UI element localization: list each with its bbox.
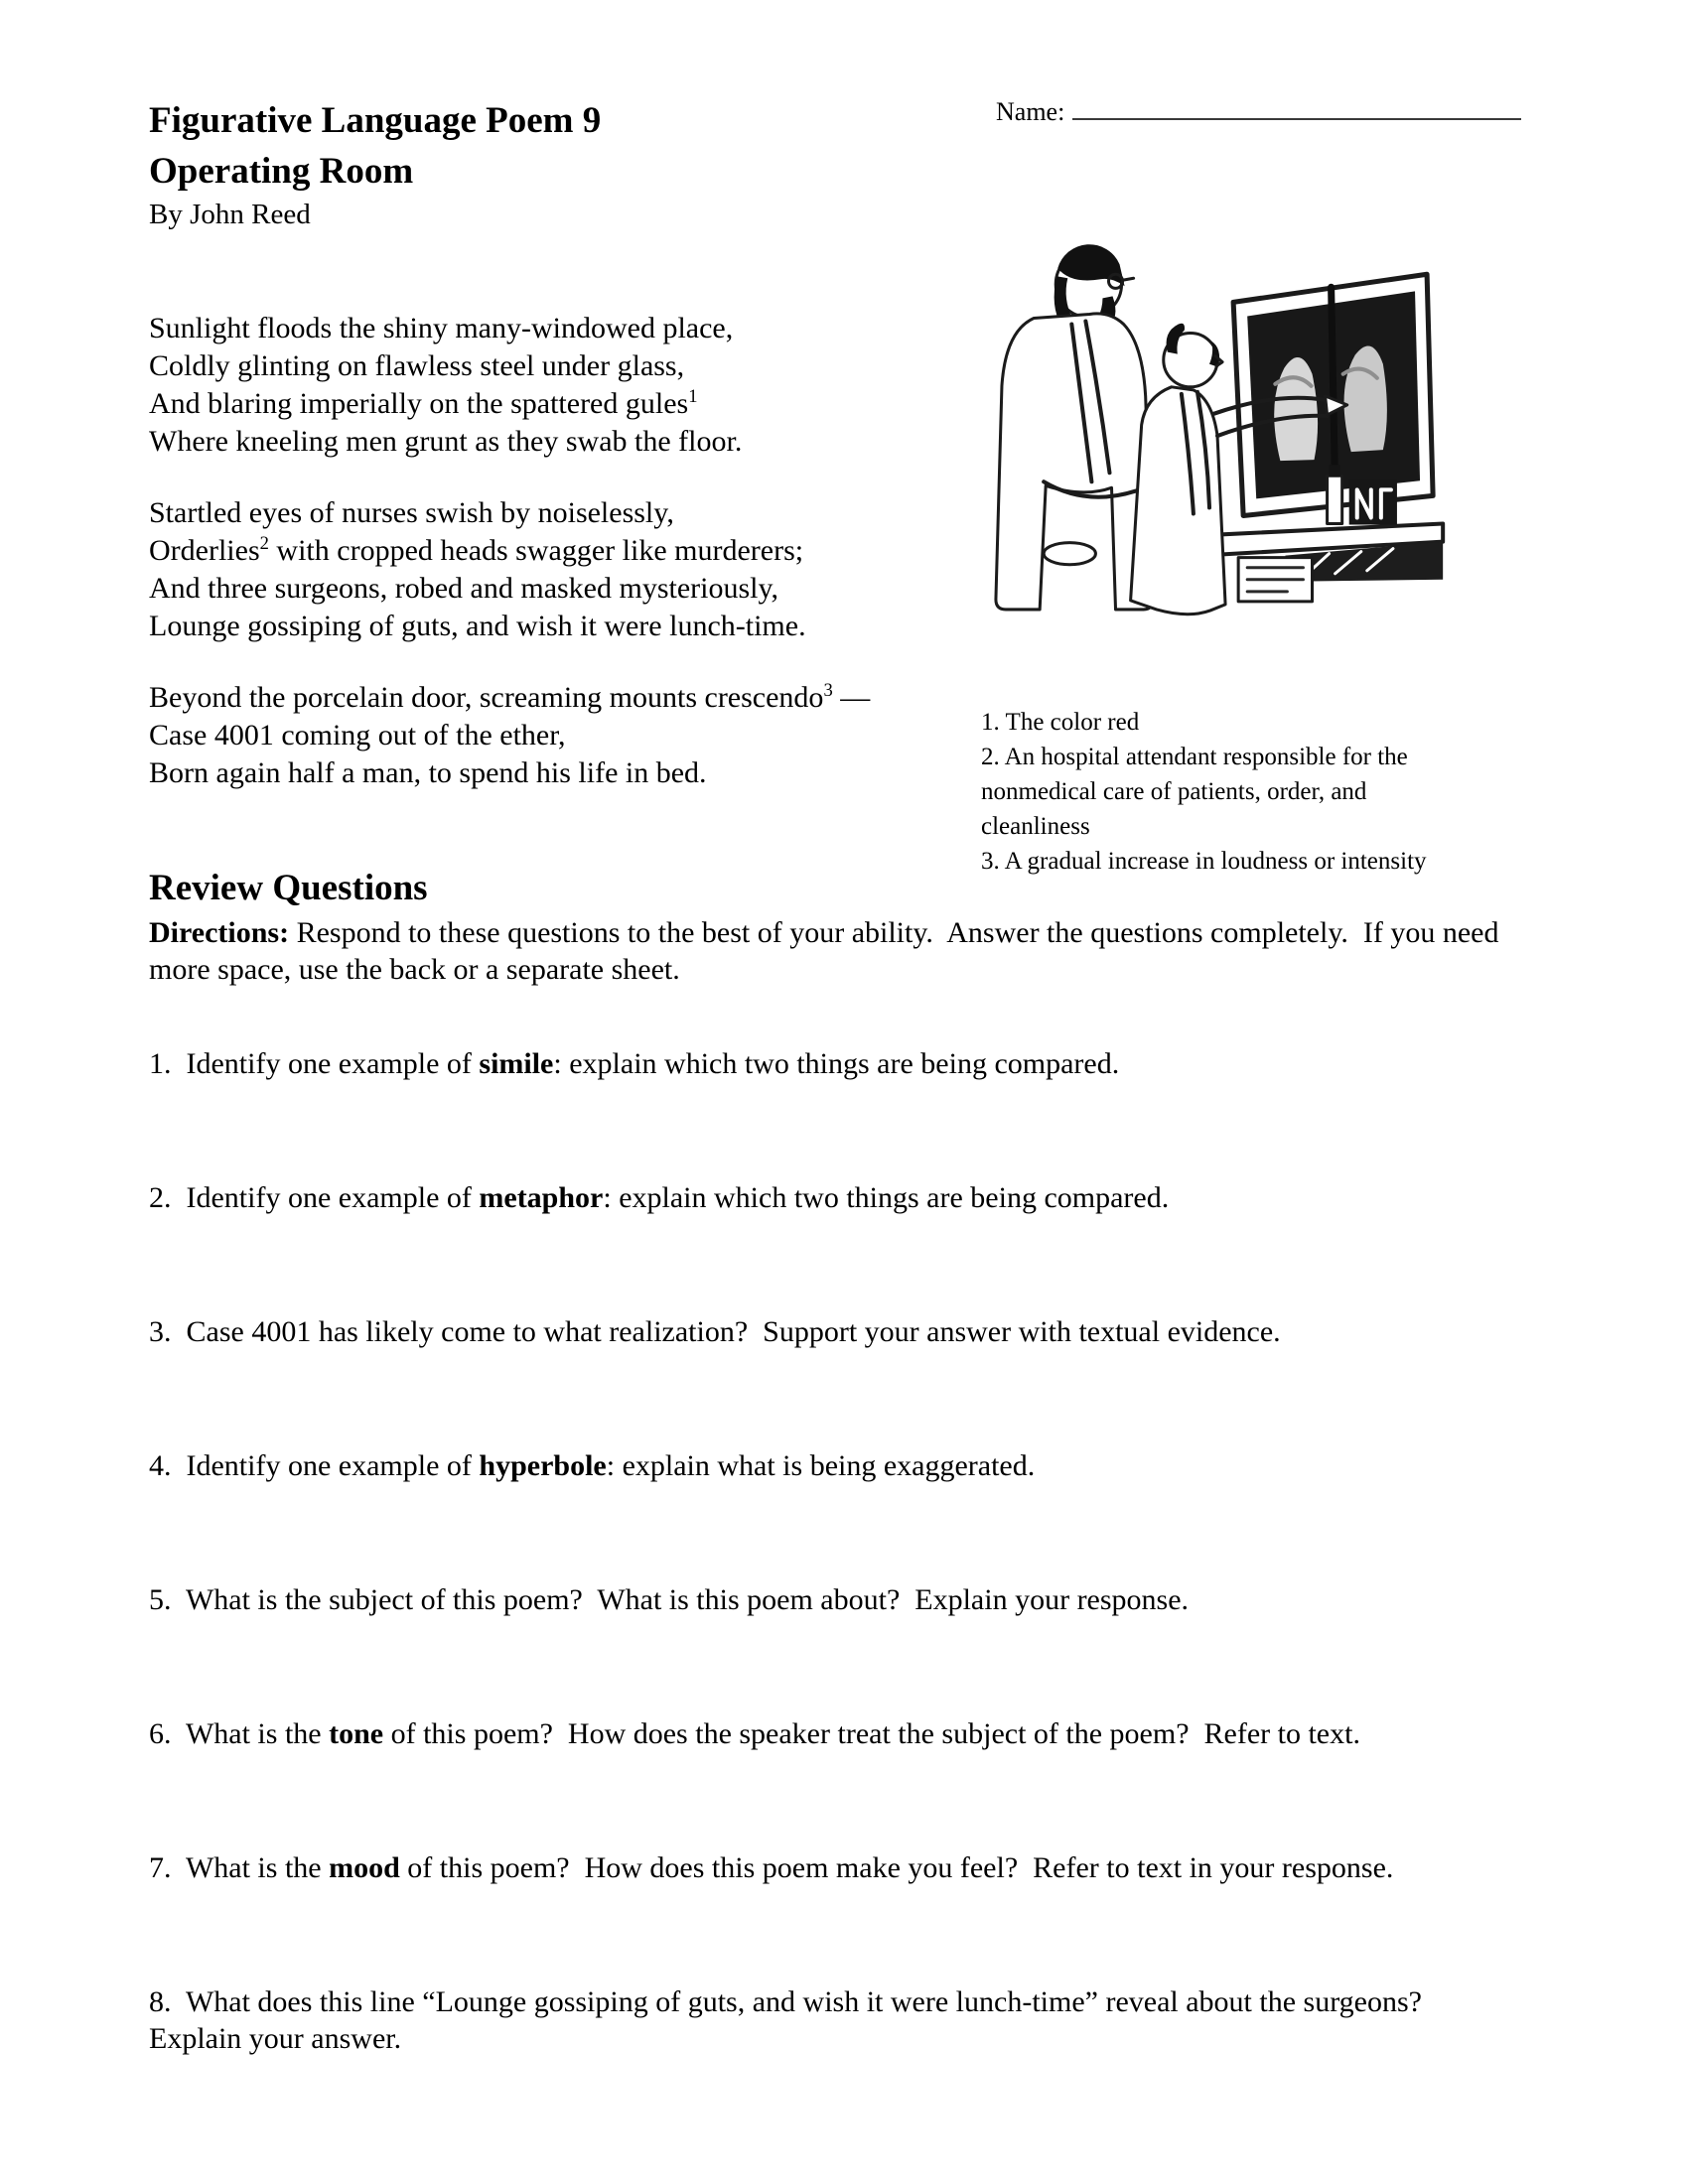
poem-line: Case 4001 coming out of the ether,: [149, 719, 566, 751]
poem-line: Orderlies$^2$ with cropped heads swagger like murderers;: [149, 533, 804, 567]
poem-stanza: [149, 679, 870, 792]
poem: [149, 310, 870, 826]
two-doctors-examining-xray-illustration: [971, 224, 1450, 623]
footnote-ref: 1: [688, 386, 698, 407]
poem-line: Beyond the porcelain door, screaming mounts crescendo$^3$ —: [149, 680, 871, 714]
tall-doctor: [996, 244, 1153, 610]
poem-line: Coldly glinting on flawless steel under glass,: [149, 349, 685, 382]
footnote-line: nonmedical care of patients, order, and: [981, 778, 1367, 805]
question-number: 3.: [149, 1314, 187, 1348]
footnote-line: 1. The color red: [981, 709, 1140, 736]
poem-stanza: [149, 310, 870, 461]
directions-text: Respond to these questions to the best of your ability. Answer the questions completely. If you need more space, use the back or a separate sheet.: [149, 915, 1506, 986]
question-item: 1. Identify one example of simile: explain which two things are being compared.: [149, 1046, 1120, 1080]
name-label: Name:: [996, 97, 1065, 126]
footnote-line: 2. An hospital attendant responsible for the: [981, 744, 1408, 770]
directions: [149, 914, 1539, 988]
review-heading: Review Questions: [149, 868, 428, 908]
poem-line: Sunlight floods the shiny many-windowed place,: [149, 312, 734, 344]
question-item: 6. What is the tone of this poem? How does the speaker treat the subject of the poem? Refer to text.: [149, 1716, 1360, 1750]
question-number: 1.: [149, 1046, 187, 1080]
question-number: 5.: [149, 1582, 186, 1616]
question-number: 2.: [149, 1180, 187, 1214]
question-item: 2. Identify one example of metaphor: explain which two things are being compared.: [149, 1180, 1170, 1214]
question-item: 8. What does this line “Lounge gossiping of guts, and wish it were lunch-time” reveal about the surgeons? Explain your answer.: [149, 1984, 1437, 2055]
poem-title: Operating Room: [149, 151, 414, 193]
question-keyword: metaphor: [479, 1180, 604, 1214]
directions-label: Directions:: [149, 915, 290, 949]
footnote-ref: 2: [259, 533, 269, 554]
poem-line: And blaring imperially on the spattered gules$^1$: [149, 386, 698, 420]
question-number: 7.: [149, 1850, 186, 1884]
question-number: 6.: [149, 1716, 186, 1750]
name-row: [996, 91, 1521, 127]
poem-line: And three surgeons, robed and masked mysteriously,: [149, 572, 779, 605]
footnote-line: cleanliness: [981, 813, 1090, 840]
box-icon: [1349, 479, 1397, 524]
question-item: 7. What is the mood of this poem? How does this poem make you feel? Refer to text in your response.: [149, 1850, 1394, 1884]
question-list: [149, 1045, 1559, 2057]
footnote-line: 3. A gradual increase in loudness or intensity: [981, 848, 1427, 875]
worksheet-title: Figurative Language Poem 9: [149, 100, 602, 141]
question-item: 5. What is the subject of this poem? What is this poem about? Explain your response.: [149, 1582, 1190, 1616]
bottle-icon: [1328, 465, 1342, 523]
poem-line: Startled eyes of nurses swish by noiselessly,: [149, 496, 674, 529]
question-item: 4. Identify one example of hyperbole: explain what is being exaggerated.: [149, 1448, 1036, 1482]
question-number: 8.: [149, 1984, 186, 2018]
footnotes: [981, 705, 1427, 879]
header: [149, 100, 601, 231]
name-blank-line[interactable]: [1072, 91, 1521, 120]
review-section: [149, 868, 1559, 2154]
poem-line: Where kneeling men grunt as they swab the floor.: [149, 425, 743, 458]
question-keyword: hyperbole: [479, 1448, 607, 1482]
poem-line: Lounge gossiping of guts, and wish it were lunch-time.: [149, 610, 806, 642]
footnote-ref: 3: [823, 680, 833, 701]
poem-stanza: [149, 494, 870, 645]
question-keyword: simile: [479, 1046, 554, 1080]
poem-line: Born again half a man, to spend his life in bed.: [149, 756, 707, 789]
question-item: 3. Case 4001 has likely come to what realization? Support your answer with textual evidence.: [149, 1314, 1281, 1348]
question-number: 4.: [149, 1448, 187, 1482]
question-keyword: tone: [329, 1716, 384, 1750]
byline: By John Reed: [149, 198, 311, 230]
question-keyword: mood: [329, 1850, 400, 1884]
